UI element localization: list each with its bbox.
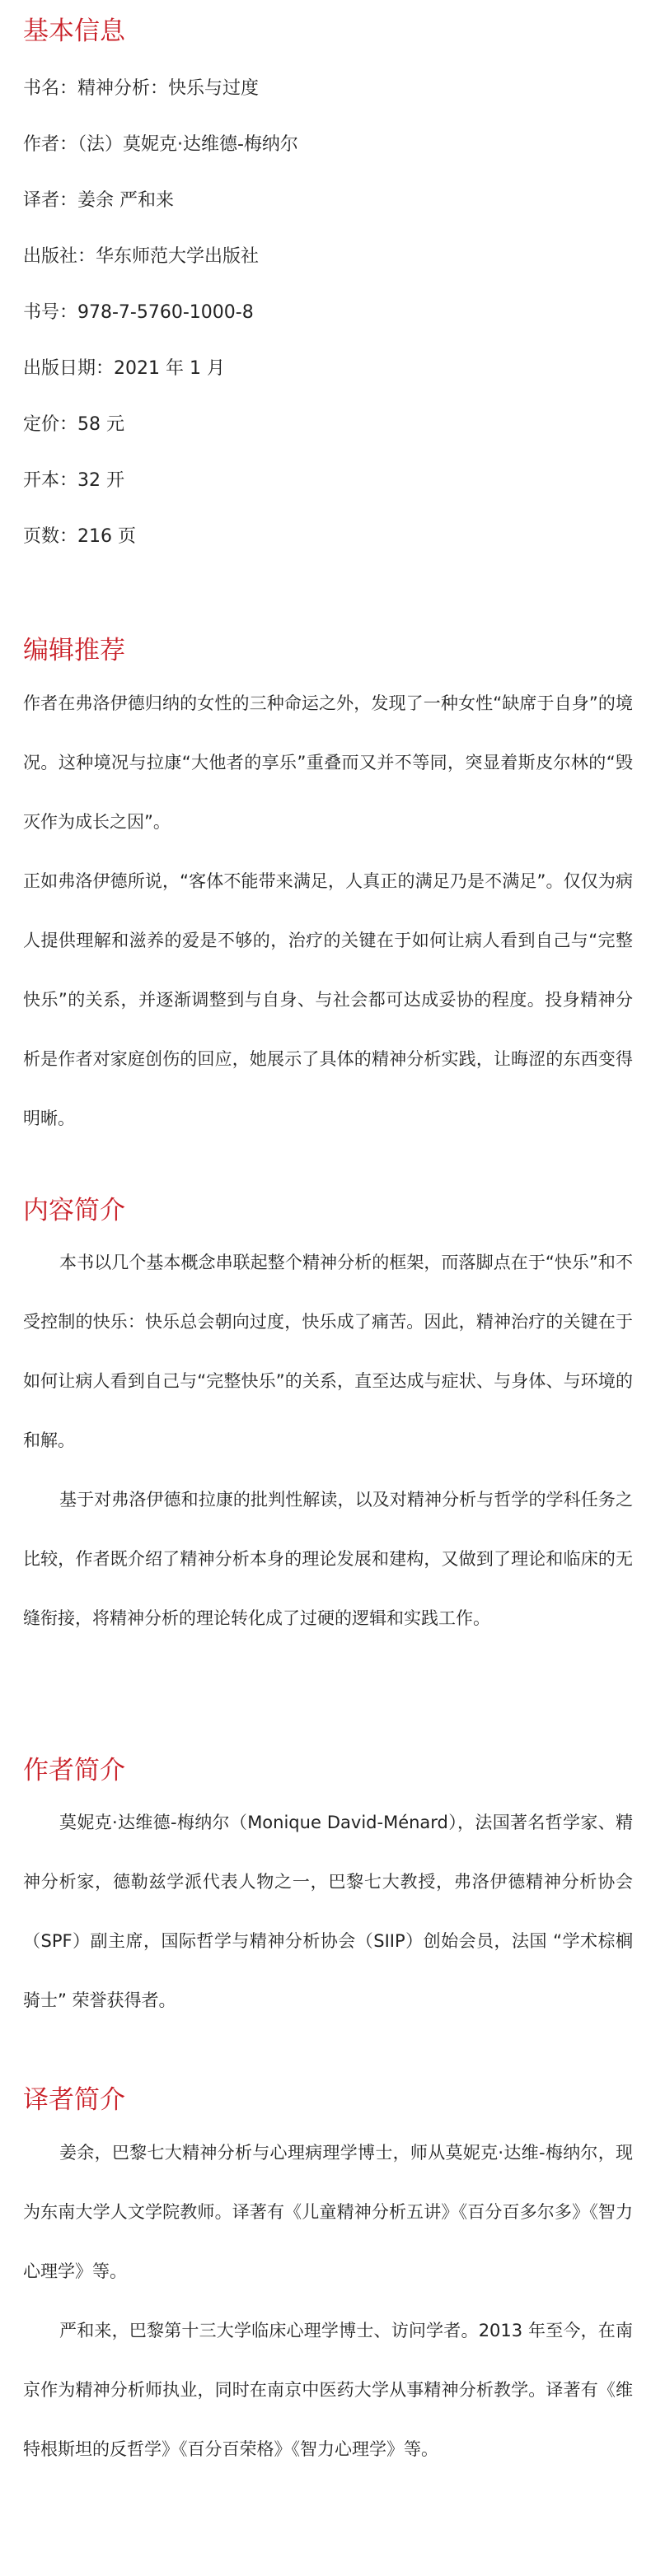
editor-recommendation-paragraph: 正如弗洛伊德所说，“客体不能带来满足，人真正的满足乃是不满足”。仅仅为病人提供理解和滋养的爱是不够的，治疗的关键在于如何让病人看到自己与“完整快乐”的关系，并逐渐调整到与自身、与社会都可达成妥协的程度。投身精神分析是作者对家庭创伤的回应，她展示了具体的精神分析实践，让晦涩的东西变得明晰。 <box>23 871 633 1128</box>
editor-recommendation-paragraph: 作者在弗洛伊德归纳的女性的三种命运之外，发现了一种女性“缺席于自身”的境况。这种境况与拉康“大他者的享乐”重叠而又并不等同，突显着斯皮尔林的“毁灭作为成长之因”。 <box>23 693 633 832</box>
content-summary-paragraph: 本书以几个基本概念串联起整个精神分析的框架，而落脚点在于“快乐”和不受控制的快乐：快乐总会朝向过度，快乐成了痛苦。因此，精神治疗的关键在于如何让病人看到自己与“完整快乐”的关系，直至达成与症状、与身体、与环境的和解。 <box>23 1253 633 1450</box>
pages-line: 页数：216 页 <box>23 526 136 547</box>
book-title-line: 书名：精神分析：快乐与过度 <box>23 78 260 99</box>
basic-info-heading: 基本信息 <box>23 16 125 46</box>
content-summary-heading: 内容简介 <box>23 1196 125 1225</box>
publish-date-line: 出版日期：2021 年 1 月 <box>23 358 225 379</box>
publisher-line: 出版社：华东师范大学出版社 <box>23 246 260 267</box>
author-intro-heading: 作者简介 <box>23 1756 125 1785</box>
content-summary-paragraph: 基于对弗洛伊德和拉康的批判性解读，以及对精神分析与哲学的学科任务之比较，作者既介绍了精神分析本身的理论发展和建构，又做到了理论和临床的无缝衔接，将精神分析的理论转化成了过硬的逻辑和实践工作。 <box>23 1490 633 1628</box>
translator-intro-paragraph: 姜余，巴黎七大精神分析与心理病理学博士，师从莫妮克·达维-梅纳尔，现为东南大学人文学院教师。译著有《儿童精神分析五讲》《百分百多尔多》《智力心理学》等。 <box>23 2143 633 2281</box>
translator-intro-heading: 译者简介 <box>23 2085 125 2115</box>
isbn-line: 书号：978-7-5760-1000-8 <box>23 302 254 323</box>
translator-intro-paragraph: 严和来，巴黎第十三大学临床心理学博士、访问学者。2013 年至今，在南京作为精神分析师执业，同时在南京中医药大学从事精神分析教学。译著有《维特根斯坦的反哲学》《百分百荣格》《智力心理学》等。 <box>23 2321 633 2459</box>
translator-line: 译者：姜余 严和来 <box>23 190 174 211</box>
author-line: 作者：（法）莫妮克·达维德-梅纳尔 <box>23 134 298 155</box>
format-line: 开本：32 开 <box>23 470 124 491</box>
editor-recommendation-heading: 编辑推荐 <box>23 636 125 665</box>
price-line: 定价：58 元 <box>23 414 124 435</box>
author-intro-paragraph: 莫妮克·达维德-梅纳尔（Monique David-Ménard），法国著名哲学家、精神分析家，德勒兹学派代表人物之一，巴黎七大教授，弗洛伊德精神分析协会（SPF）副主席，国际哲学与精神分析协会（SIIP）创始会员，法国 “学术棕榈骑士” 荣誉获得者。 <box>23 1813 633 2010</box>
